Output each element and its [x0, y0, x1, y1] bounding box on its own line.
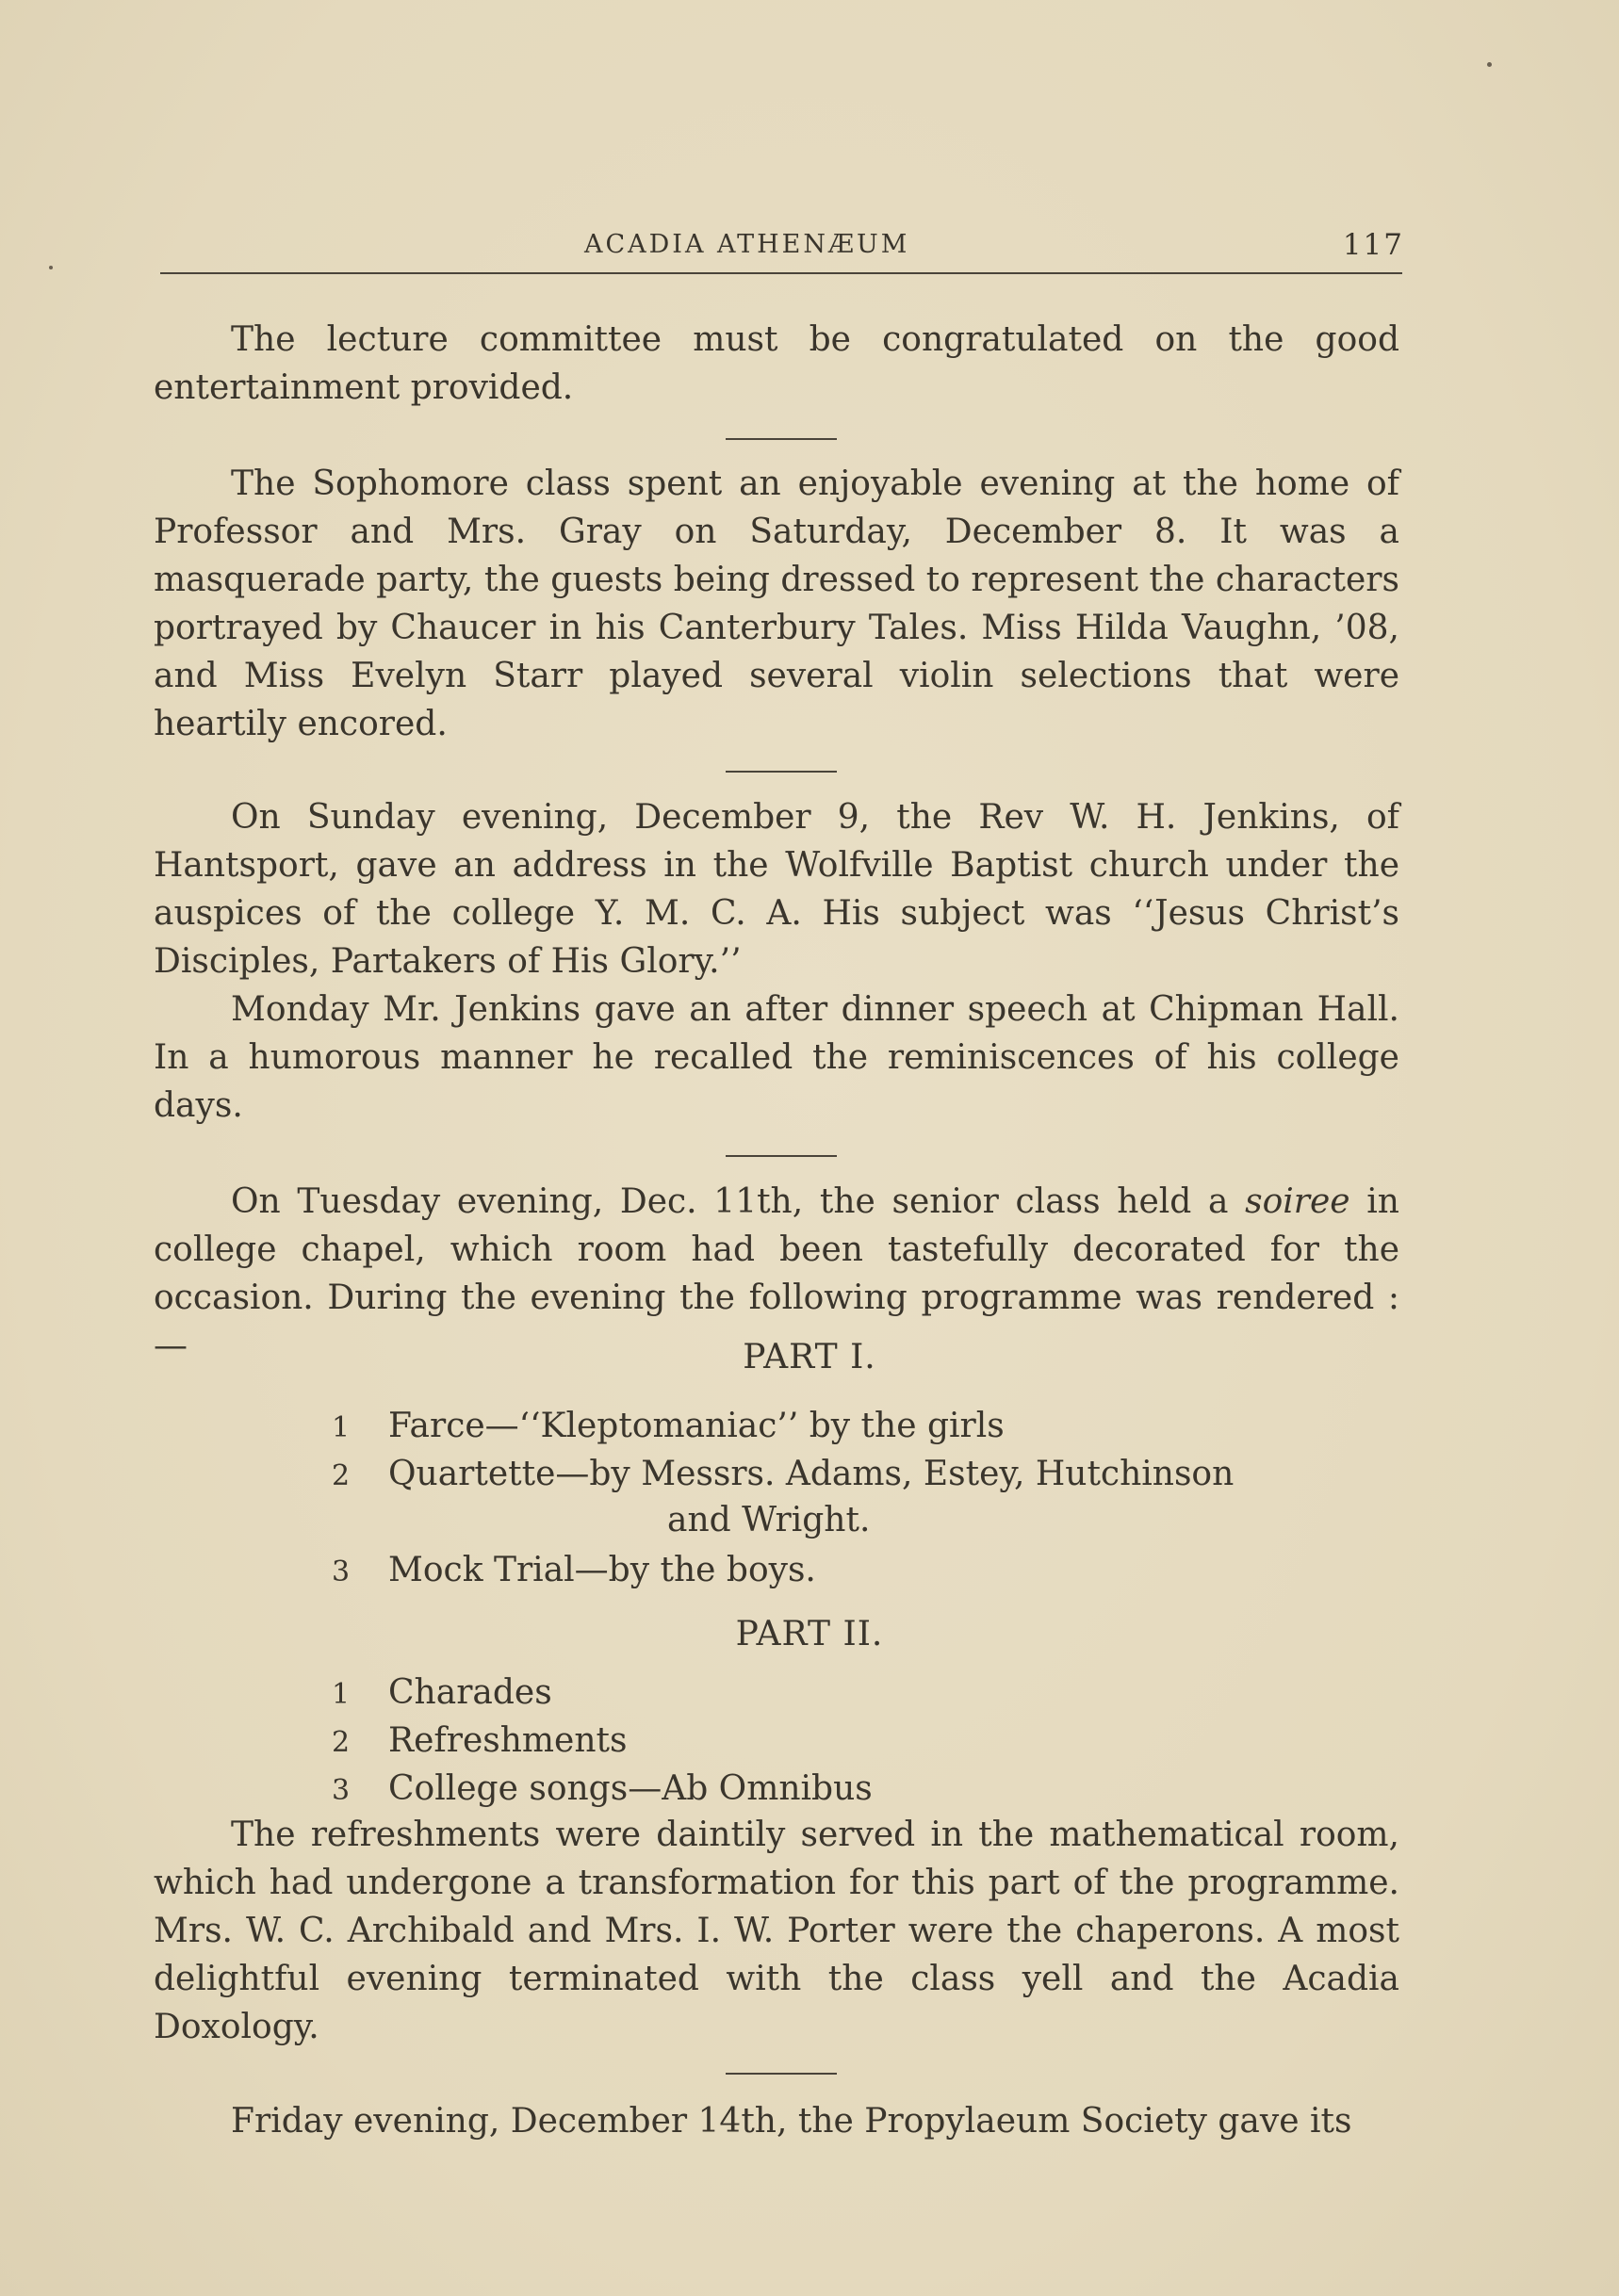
programme-part-1-title: PART I.	[743, 1338, 876, 1376]
italic-word: soiree	[1245, 1182, 1350, 1221]
programme-item-number: 3	[332, 1555, 351, 1588]
programme-item-number: 1	[332, 1411, 351, 1444]
programme-item-text: Quartette—by Messrs. Adams, Estey, Hutchinson	[388, 1455, 1235, 1493]
running-title: ACADIA ATHENÆUM	[584, 230, 910, 259]
paragraph-text: The lecture committee must be congratulated on the good entertainment provided.	[154, 320, 1399, 407]
paragraph-sophomore-party	[154, 460, 1399, 748]
section-separator	[726, 2073, 837, 2075]
header-rule	[160, 272, 1402, 274]
paragraph-refreshments	[154, 1811, 1399, 2051]
running-head	[160, 230, 1404, 279]
programme-item-text: Refreshments	[388, 1721, 628, 1760]
paragraph-jenkins-address	[154, 793, 1399, 985]
programme-item	[332, 1717, 627, 1767]
paragraph-text: Monday Mr. Jenkins gave an after dinner speech at Chipman Hall. In a humorous manner he recalled the reminiscences of his college days.	[154, 990, 1399, 1125]
programme-item-text: Farce—‘‘Kleptomaniac’’ by the girls	[388, 1407, 1005, 1445]
paper-speck	[49, 266, 53, 269]
programme-item-number: 1	[332, 1678, 351, 1711]
paragraph-text: in college chapel, which room had been tastefully decorated for the occasion. During the evening the following programme was rendered :—	[154, 1182, 1399, 1365]
programme-part-2-title: PART II.	[735, 1615, 884, 1653]
section-separator	[726, 771, 837, 773]
paper-speck	[1487, 62, 1492, 67]
programme-item-text: Mock Trial—by the boys.	[388, 1551, 816, 1589]
programme-item	[332, 1669, 552, 1718]
paragraph-propylaeum	[154, 2097, 1399, 2145]
programme-item	[332, 1546, 816, 1596]
paragraph-text: Friday evening, December 14th, the Propylaeum Society gave its	[231, 2102, 1352, 2141]
programme-item	[332, 1765, 873, 1815]
programme-item-number: 2	[332, 1459, 351, 1492]
programme-item-number: 2	[332, 1726, 351, 1759]
programme-item	[332, 1450, 1234, 1500]
paragraph-text: The Sophomore class spent an enjoyable evening at the home of Professor and Mrs. Gray on Saturday, December 8. It was a masquerade party, the guests being dressed to represent the characters portrayed by Chaucer in his Canterbury Tales. Miss Hilda Vaughn, ’08, and Miss Evelyn Starr played several violin selections that were heartily encored.	[154, 464, 1399, 743]
programme-item-text: College songs—Ab Omnibus	[388, 1769, 873, 1808]
paragraph-text: On Sunday evening, December 9, the Rev W. H. Jenkins, of Hantsport, gave an address in the Wolfville Baptist church under the auspices of the college Y. M. C. A. His subject was ‘‘Jesus Christ’s Disciples, Partakers of His Glory.’’	[154, 798, 1399, 981]
page-number: 117	[1342, 228, 1404, 262]
paragraph-text: The refreshments were daintily served in the mathematical room, which had undergone a transformation for this part of the programme. Mrs. W. C. Archibald and Mrs. I. W. Porter were the chaperons. A most delightful evening terminated with the class yell and the Acadia Doxology.	[154, 1816, 1399, 2046]
paragraph-text: On Tuesday evening, Dec. 11th, the senior class held a	[231, 1182, 1229, 1221]
paragraph-lecture-committee	[154, 316, 1399, 412]
programme-item	[332, 1402, 1005, 1452]
programme-item-text: Charades	[388, 1673, 552, 1712]
section-separator	[726, 1155, 837, 1157]
programme-item-continuation: and Wright.	[667, 1501, 871, 1539]
paragraph-jenkins-speech	[154, 985, 1399, 1130]
section-separator	[726, 438, 837, 440]
programme-item-number: 3	[332, 1774, 351, 1807]
